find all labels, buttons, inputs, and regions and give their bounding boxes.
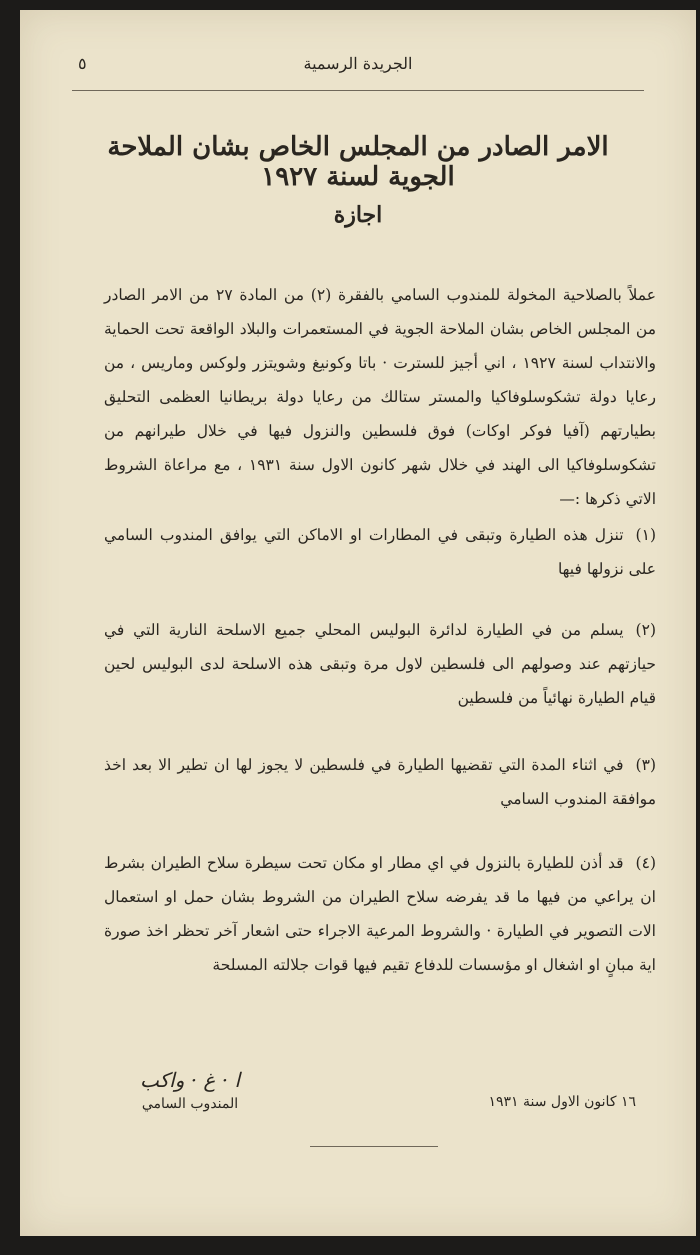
condition-item [104,748,656,816]
condition-item [104,613,656,715]
order-title: الامر الصادر من المجلس الخاص بشان الملاحة الجوية لسنة ١٩٢٧ [107,132,609,192]
condition-number: (٣) [635,756,656,774]
intro-paragraph: عملاً بالصلاحية المخولة للمندوب السامي بالفقرة (٢) من المادة ٢٧ من الامر الصادر من المجلس الخاص بشان الملاحة الجوية في المستعمرات والبلاد الواقعة تحت الحماية والانتداب لسنة ١٩٢٧ ، اني أجيز للسترت · باتا وكونيغ وشويتزر ولوكس وماريس ، من رعايا دولة تشكوسلوفاكيا والمستر ستالك من رعايا دولة بريطانيا العظمى التحليق بطيارتهم (آفيا فوكر اوكات) فوق فلسطين والنزول فيها في خلال طيرانهم من تشكوسلوفاكيا الى الهند في خلال شهر كانون الاول سنة ١٩٣١ ، مع مراعاة الشروط الاتي ذكرها :— [104,286,656,508]
condition-item [104,518,656,586]
condition-item [104,846,656,982]
condition-number: (١) [635,526,656,544]
issue-date: ١٦ كانون الاول سنة ١٩٣١ [488,1094,636,1110]
header-divider [72,90,644,91]
signature-block [130,1068,250,1112]
document-page [20,10,696,1236]
running-title: الجريدة الرسمية [303,54,413,73]
condition-number: (٤) [635,854,656,872]
condition-text: يسلم من في الطيارة لدائرة البوليس المحلي جميع الاسلحة النارية التي في حيازتهم عند وصولهم الى فلسطين لاول مرة وتبقى هذه الاسلحة لدى البوليس لحين قيام الطيارة نهائياً من فلسطين [104,621,656,707]
footer-divider [310,1146,438,1147]
order-subtitle: اجازة [333,202,383,228]
page-number: ٥ [78,54,87,73]
condition-number: (٢) [635,621,656,639]
condition-text: في اثناء المدة التي تقضيها الطيارة في فلسطين لا يجوز لها ان تطير الا بعد اخذ موافقة المندوب السامي [104,756,656,808]
condition-text: قد أذن للطيارة بالنزول في اي مطار او مكان تحت سيطرة سلاح الطيران بشرط ان يراعي من فيها ما قد يفرضه سلاح الطيران من الشروط بشان حمل او استعمال الات التصوير في الطيارة · والشروط المرعية الاجراء حتى اشعار آخر تحظر اخذ صورة اية مبانٍ او اشغال او مؤسسات للدفاع تقيم فيها قوات جلالته المسلحة [104,854,656,974]
signature-initials: ا · غ · واكب [139,1068,240,1092]
signature-title: المندوب السامي [141,1096,239,1112]
condition-text: تنزل هذه الطيارة وتبقى في المطارات او الاماكن التي يوافق المندوب السامي على نزولها فيها [104,526,656,578]
